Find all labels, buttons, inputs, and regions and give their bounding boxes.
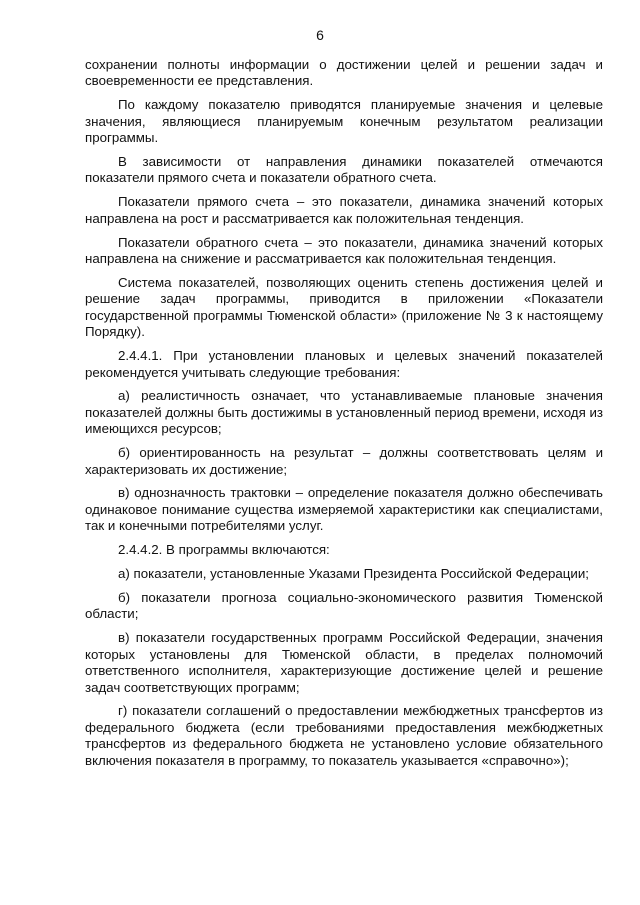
paragraph-reverse-count: Показатели обратного счета – это показатели, динамика значений которых направлена на снижение и рассматривается как положительная тенденция.: [85, 234, 603, 267]
list-item-forecast-indicators: б) показатели прогноза социально-экономического развития Тюменской области;: [85, 589, 603, 622]
paragraph-section-2-4-4-1: 2.4.4.1. При установлении плановых и целевых значений показателей рекомендуется учитывать следующие требования:: [85, 348, 603, 380]
paragraph-continuation: сохранении полноты информации о достижении целей и решении задач и своевременности ее представления.: [85, 57, 603, 89]
list-item-result-orientation: б) ориентированность на результат – должны соответствовать целям и характеризовать их достижение;: [85, 445, 603, 477]
paragraph-section-2-4-4-2: 2.4.4.2. В программы включаются:: [118, 542, 330, 558]
list-item-transfer-agreements: г) показатели соглашений о предоставлении межбюджетных трансфертов из федерального бюджета (если требованиями предоставления межбюджетных трансфертов из федерального бюджета не установлено условие обязательного включения показателя в программу, то показатель указывается «справочно»);: [85, 703, 603, 768]
paragraph-planned-values: По каждому показателю приводятся планируемые значения и целевые значения, являющиеся планируемым конечным результатом реализации программы.: [85, 97, 603, 146]
paragraph-indicator-system: Система показателей, позволяющих оценить степень достижения целей и решение задач программы, приводится в приложении «Показатели государственной программы Тюменской области» (приложение № 3 к настоящему Порядку).: [85, 274, 603, 340]
document-body: [85, 57, 603, 777]
list-item-realism: а) реалистичность означает, что устанавливаемые плановые значения показателей должны быть достижимы в установленный период времени, исходя из имеющихся ресурсов;: [85, 388, 603, 437]
paragraph-indicator-direction: В зависимости от направления динамики показателей отмечаются показатели прямого счета и показатели обратного счета.: [85, 154, 603, 186]
list-item-unambiguity: в) однозначность трактовки – определение показателя должно обеспечивать одинаковое понимание существа измеряемой характеристики как специалистами, так и конечными потребителями услуг.: [85, 485, 603, 534]
list-item-presidential-decrees: а) показатели, установленные Указами Президента Российской Федерации;: [118, 566, 589, 582]
page-number: 6: [316, 27, 324, 43]
paragraph-direct-count: Показатели прямого счета – это показатели, динамика значений которых направлена на рост и рассматривается как положительная тенденция.: [85, 194, 603, 226]
list-item-federal-programs: в) показатели государственных программ Российской Федерации, значения которых установлены для Тюменской области, в пределах полномочий ответственного исполнителя, характеризующие достижение целей и решение задач соответствующих программ;: [85, 630, 603, 695]
